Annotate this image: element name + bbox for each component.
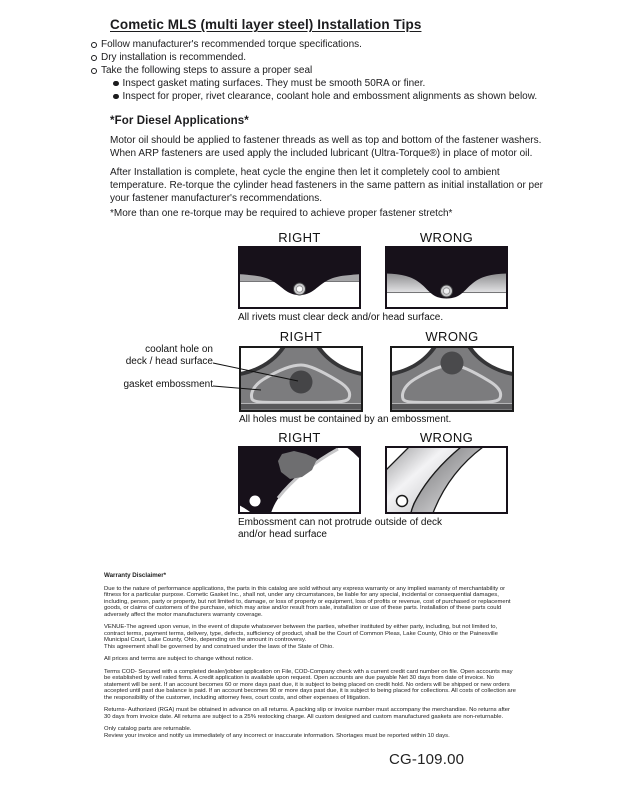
annotation-text: coolant hole on bbox=[145, 344, 213, 355]
catalog-page-code: CG-109.00 bbox=[389, 751, 465, 768]
row3-right-label: RIGHT bbox=[278, 430, 321, 445]
row1-caption: All rivets must clear deck and/or head surface. bbox=[238, 312, 444, 323]
bullet-icon bbox=[113, 94, 119, 100]
row2-wrong-label: WRONG bbox=[425, 329, 479, 344]
row3-caption bbox=[238, 517, 498, 541]
tip-text: Inspect gasket mating surfaces. They must be smooth 50RA or finer. bbox=[122, 78, 426, 89]
row3-wrong-label: WRONG bbox=[419, 430, 474, 445]
row1-right-label: RIGHT bbox=[278, 230, 321, 245]
legal-paragraph: Terms COD- Secured with a completed dealer/jobber application on File, COD-Company check with a current credit card number on file. Open accounts may be established by well rated firms. A credit application is available upon request. Open accounts are due payable Net 30 days from date of invoice. No statement will be sent. If an account becomes 60 or more days past due, it is subject to being placed on credit hold. No orders will be shipped or new orders accepted until past due balance is paid. If an account becomes 90 or more days past due, it is subject to being placed for collections. All costs of collection are the responsibility of the customer, including attorney fees, court costs, and other expenses of litigation. bbox=[104, 668, 516, 701]
gasket-embossment-annotation: gasket embossment bbox=[123, 379, 213, 390]
warranty-disclaimer-section bbox=[104, 573, 518, 745]
tip-text: Dry installation is recommended. bbox=[101, 52, 247, 63]
list-item bbox=[91, 51, 571, 64]
legal-paragraph: This agreement shall be governed by and construed under the laws of the State of Ohio. bbox=[104, 643, 334, 650]
legal-paragraph: All prices and terms are subject to change without notice. bbox=[104, 656, 253, 662]
list-item bbox=[91, 38, 571, 51]
legal-paragraph: Review your invoice and notify us immediately of any incorrect or inaccurate information. Shortages must be reported within 10 days. bbox=[104, 732, 450, 739]
diesel-paragraph-2: After Installation is complete, heat cycle the engine then let it completely cool to ambient temperature. Re-torque the cylinder head fasteners in the same pattern as initial installation or per your fastener manufacturer's recommendations. bbox=[110, 167, 544, 205]
diagram-embossment-right bbox=[239, 346, 363, 412]
tip-text: Follow manufacturer's recommended torque specifications. bbox=[101, 39, 362, 50]
warranty-disclaimer-heading: Warranty Disclaimer* bbox=[104, 572, 167, 579]
page-title: Cometic MLS (multi layer steel) Installation Tips bbox=[110, 17, 422, 32]
row1-wrong-label: WRONG bbox=[419, 230, 474, 245]
tip-text: Take the following steps to assure a proper seal bbox=[101, 65, 313, 76]
tip-text: Inspect for proper, rivet clearance, coolant hole and embossment alignments as shown below. bbox=[122, 91, 538, 102]
list-item bbox=[113, 77, 571, 90]
list-item bbox=[113, 90, 571, 103]
diesel-section-heading: *For Diesel Applications* bbox=[110, 115, 249, 127]
diagram-rivet-wrong bbox=[385, 246, 508, 309]
bullet-icon bbox=[91, 55, 97, 61]
row2-caption: All holes must be contained by an embossment. bbox=[239, 414, 452, 425]
row2-right-label: RIGHT bbox=[279, 329, 323, 344]
bullet-icon bbox=[91, 42, 97, 48]
annotation-text: deck / head surface bbox=[125, 355, 213, 367]
caption-text: Embossment can not protrude outside of deck bbox=[238, 517, 443, 528]
legal-paragraph: Returns- Authorized (RGA) must be obtained in advance on all returns. A packing slip or invoice number must accompany the merchandise. No returns after 30 days from invoice date. All returns are subject to a 25% restocking charge. All custom designed and custom manufactured gaskets are non-returnable. bbox=[104, 707, 511, 720]
installation-tips-list bbox=[91, 38, 571, 103]
legal-paragraph: VENUE-The agreed upon venue, in the event of dispute whatsoever between the parties, whether instituted by either party, including, but not limited to, contract terms, payment terms, delivery, type, defects, sufficiency of product, shall be the Court of Common Pleas, Lake County, Ohio or the Painesville Municipal Court, Lake County, Ohio, depending on the amount in controversy. bbox=[104, 624, 498, 643]
diagram-protrusion-right bbox=[238, 446, 361, 514]
diagram-protrusion-wrong bbox=[385, 446, 508, 514]
coolant-hole-annotation bbox=[95, 344, 213, 367]
legal-paragraph: Only catalog parts are returnable. bbox=[104, 726, 192, 732]
list-item bbox=[91, 64, 571, 77]
caption-text: and/or head surface bbox=[238, 529, 327, 540]
legal-paragraph: Due to the nature of performance applications, the parts in this catalog are sold without any express warranty or any implied warranty of merchantability or fitness for a particular purpose. Cometic Gasket Inc., shall not, under any circumstances, be liable for any special, incidental or consequential damages, including, person, party or property, but not limited to, damage, or loss of property or equipment, loss of profits or revenue, cost of purchased or replacement goods, or claims of customers of the purchase, which may arise and/or result from sale, installation or use of these parts. Installation of these parts could adversely affect the motor manufacturers warranty coverage. bbox=[104, 585, 511, 618]
bullet-icon bbox=[91, 68, 97, 74]
diagram-embossment-wrong bbox=[390, 346, 514, 412]
diesel-paragraph-1: Motor oil should be applied to fastener threads as well as top and bottom of the fastener washers. When ARP fasteners are used apply the included lubricant (Ultra-Torque®) in place of motor oil. bbox=[110, 135, 542, 160]
diagram-rivet-right bbox=[238, 246, 361, 309]
retorque-note: *More than one re-torque may be required to achieve proper fastener stretch* bbox=[110, 208, 453, 219]
bullet-icon bbox=[113, 81, 119, 87]
